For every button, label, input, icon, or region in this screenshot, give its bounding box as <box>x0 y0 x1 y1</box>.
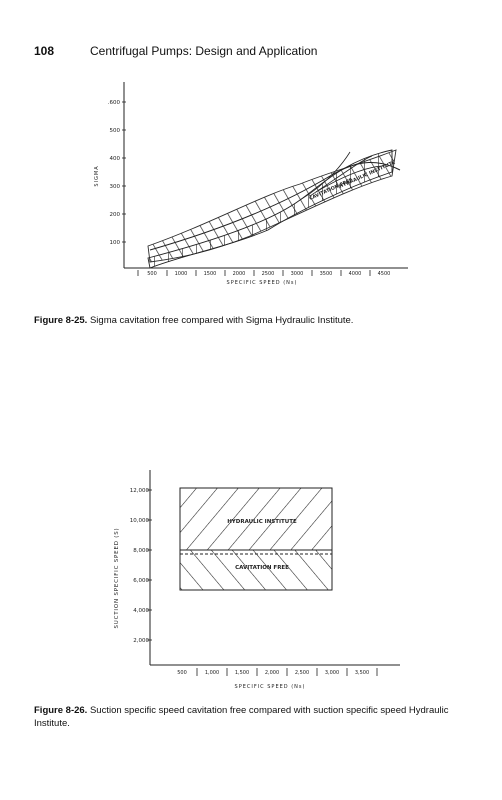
y-tick-label: 300 <box>109 184 120 190</box>
y-tick-label: 100 <box>109 240 120 246</box>
y-tick-label: 10,000 <box>129 518 149 524</box>
region-label-hydraulic-institute: HYDRAULIC INSTITUTE <box>227 519 297 525</box>
x-axis-label: SPECIFIC SPEED (Ns) <box>234 684 306 690</box>
x-tick-label: 4500 <box>377 271 391 277</box>
figure-8-26-caption-text: Suction specific speed cavitation free compared with suction specific speed Hydraulic Institute. <box>34 705 449 729</box>
y-tick-label: .600 <box>107 100 120 106</box>
x-tick-label: 1500 <box>203 271 217 277</box>
y-axis-label: SIGMA <box>94 165 100 187</box>
x-tick-label: 3500 <box>319 271 333 277</box>
running-title: Centrifugal Pumps: Design and Application <box>90 44 318 58</box>
x-tick-label: 2500 <box>261 271 275 277</box>
x-tick-label: 500 <box>177 670 187 676</box>
x-tick-label: 1000 <box>174 271 188 277</box>
page-number: 108 <box>34 44 55 58</box>
x-axis-label: SPECIFIC SPEED (Ns) <box>226 280 298 286</box>
x-tick-label: 1,500 <box>234 670 250 676</box>
region-label-hydraulic-institute: HYDRAULIC INSTITUTE <box>338 160 397 190</box>
y-axis-label: SUCTION SPECIFIC SPEED (S) <box>114 527 120 629</box>
x-tick-label: 500 <box>147 271 157 277</box>
x-tick-label: 2000 <box>232 271 246 277</box>
x-tick-label: 3000 <box>290 271 304 277</box>
region-label-cavitation-free: CAVITATION FREE <box>308 178 354 202</box>
x-tick-label: 3,000 <box>324 670 340 676</box>
x-tick-label: 1,000 <box>204 670 220 676</box>
x-tick-label: 3,500 <box>354 670 370 676</box>
figure-8-25-label: Figure 8-25. <box>34 315 88 326</box>
y-tick-label: 12,000 <box>129 488 149 494</box>
y-tick-label: 2,000 <box>133 638 149 644</box>
x-tick-label: 2,000 <box>264 670 280 676</box>
figure-8-25-caption-text: Sigma cavitation free compared with Sigma Hydraulic Institute. <box>89 315 354 326</box>
y-tick-label: 500 <box>109 128 120 134</box>
figure-8-26-label: Figure 8-26. <box>34 705 88 716</box>
figure-8-26-caption <box>34 704 474 730</box>
y-tick-label: 200 <box>109 212 120 218</box>
region-label-cavitation-free: CAVITATION FREE <box>235 565 289 571</box>
x-tick-label: 4000 <box>348 271 362 277</box>
y-tick-label: 8,000 <box>133 548 149 554</box>
y-tick-label: 400 <box>109 156 120 162</box>
y-tick-label: 4,000 <box>133 608 149 614</box>
x-tick-label: 2,500 <box>294 670 310 676</box>
y-tick-label: 6,000 <box>133 578 149 584</box>
